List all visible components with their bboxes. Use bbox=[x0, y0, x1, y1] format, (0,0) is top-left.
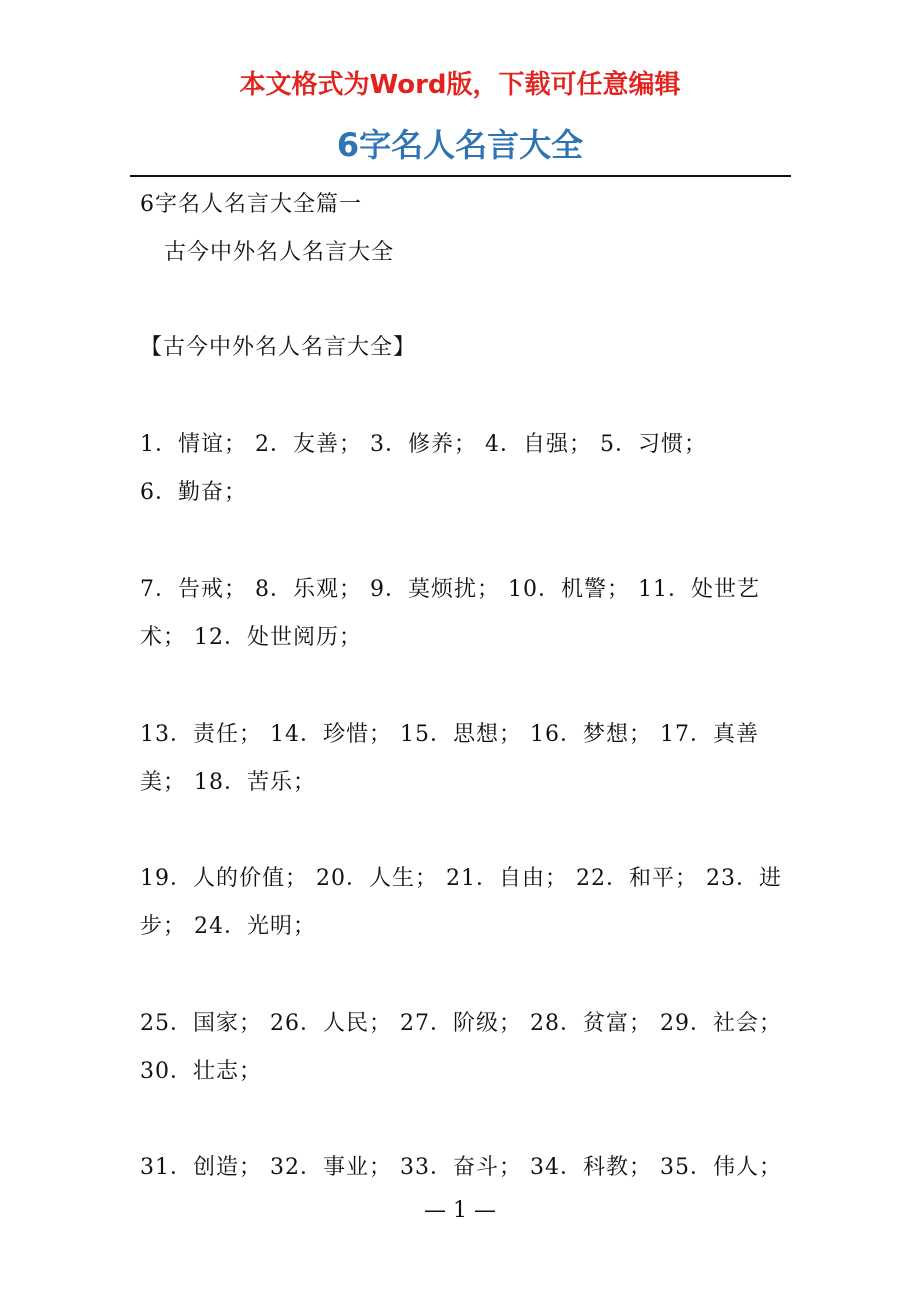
list-line: 1．情谊； 2．友善； 3．修养； 4．自强； 5．习惯； bbox=[140, 432, 707, 457]
list-line: 19．人的价值； 20．人生； 21．自由； 22．和平； 23．进 bbox=[140, 866, 782, 891]
list-line: 30．壮志； bbox=[140, 1059, 262, 1084]
page-number: — 1 — bbox=[424, 1198, 496, 1223]
list-line: 6．勤奋； bbox=[140, 480, 247, 505]
subtitle: 古今中外名人名言大全 bbox=[164, 240, 395, 265]
list-line: 25．国家； 26．人民； 27．阶级； 28．贫富； 29．社会； bbox=[140, 1011, 782, 1036]
list-line: 美； 18．苦乐； bbox=[140, 770, 316, 795]
list-line: 步； 24．光明； bbox=[140, 914, 316, 939]
bracket-heading: 【古今中外名人名言大全】 bbox=[140, 335, 417, 360]
list-line: 13．责任； 14．珍惜； 15．思想； 16．梦想； 17．真善 bbox=[140, 722, 759, 747]
section-heading: 6字名人名言大全篇一 bbox=[140, 192, 362, 217]
list-line: 术； 12．处世阅历； bbox=[140, 625, 362, 650]
list-line: 31．创造； 32．事业； 33．奋斗； 34．科教； 35．伟人； bbox=[140, 1155, 782, 1180]
download-banner: 本文格式为Word版，下载可任意编辑 bbox=[239, 70, 681, 100]
document-title: 6字名人名言大全 bbox=[336, 126, 584, 164]
title-divider bbox=[130, 175, 791, 177]
list-line: 7．告戒； 8．乐观； 9．莫烦扰； 10．机警； 11．处世艺 bbox=[140, 577, 760, 602]
